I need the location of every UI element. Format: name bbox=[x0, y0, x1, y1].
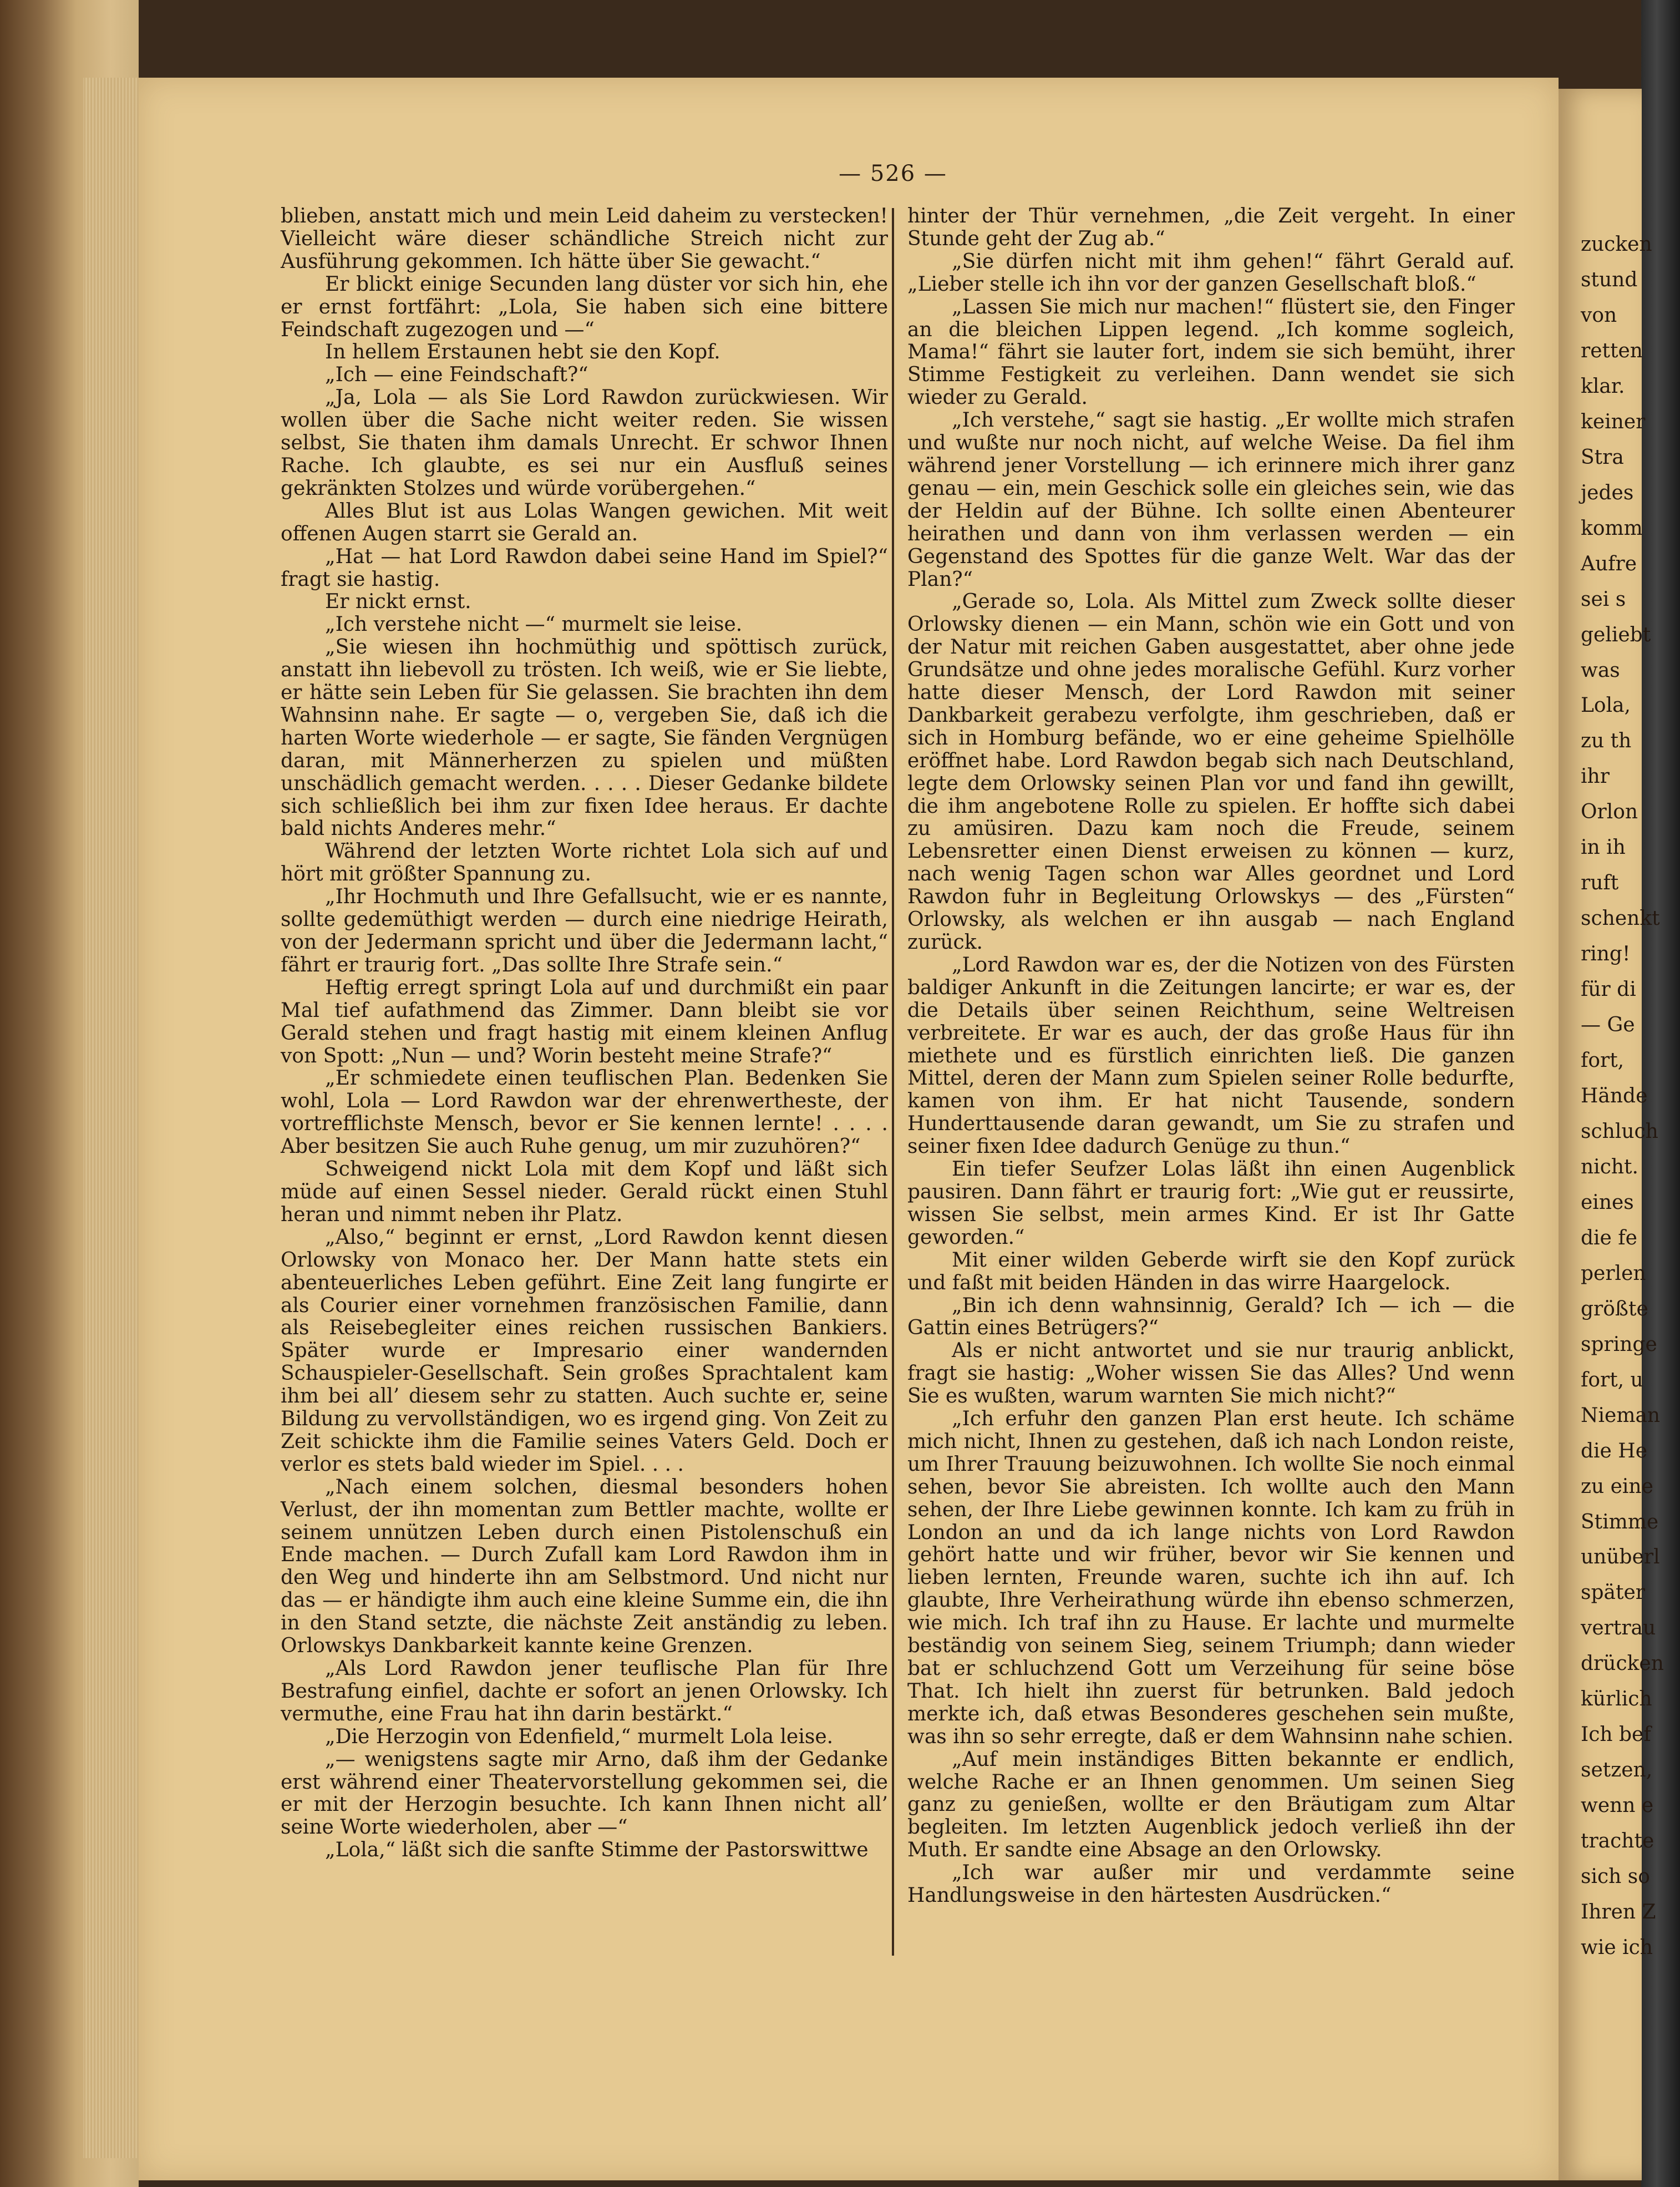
paragraph: „Er schmiedete einen teuflischen Plan. Bedenken Sie wohl, Lola — Lord Rawdon war der ehrenwertheste, der vortrefflichste Mensch, bevor er Sie kennen lernte! . . . . Aber besitzen Sie auch Ruhe genug, um mir zuzuhören?“ bbox=[281, 1067, 888, 1158]
text-column-left bbox=[281, 205, 888, 1862]
next-page-text-fragment: zu th bbox=[1581, 730, 1632, 753]
paragraph: „Die Herzogin von Edenfield,“ murmelt Lola leise. bbox=[325, 1725, 834, 1748]
next-page-text-fragment: Stra bbox=[1581, 446, 1624, 469]
page-stack bbox=[83, 78, 144, 2158]
paragraph: „Sie dürfen nicht mit ihm gehen!“ fährt Gerald auf. „Lieber stelle ich ihn vor der ganzen Gesellschaft bloß.“ bbox=[907, 250, 1515, 296]
paragraph: „Ich — eine Feindschaft?“ bbox=[325, 363, 588, 387]
next-page-text-fragment: jedes bbox=[1581, 481, 1634, 504]
next-page-text-fragment: ruft bbox=[1581, 872, 1619, 895]
next-page-text-fragment: Ihren Z bbox=[1581, 1901, 1656, 1924]
next-page-text-fragment: geliebt bbox=[1581, 623, 1651, 646]
next-page-text-fragment: Nieman bbox=[1581, 1404, 1661, 1427]
page-number: — 526 — bbox=[839, 161, 947, 186]
next-page-text-fragment: in ih bbox=[1581, 836, 1626, 859]
next-page-text-fragment: — Ge bbox=[1581, 1014, 1635, 1037]
paragraph: Alles Blut ist aus Lolas Wangen gewichen. Mit weit offenen Augen starrt sie Gerald an. bbox=[281, 499, 888, 545]
next-page-fragment bbox=[1559, 89, 1664, 2180]
paragraph: „Bin ich denn wahnsinnig, Gerald? Ich — ich — die Gattin eines Betrügers?“ bbox=[907, 1294, 1515, 1340]
paragraph: Schweigend nickt Lola mit dem Kopf und läßt sich müde auf einen Sessel nieder. Gerald rückt einen Stuhl heran und nimmt neben ihr Platz. bbox=[281, 1158, 888, 1226]
paragraph: „Hat — hat Lord Rawdon dabei seine Hand im Spiel?“ fragt sie hastig. bbox=[281, 545, 888, 591]
next-page-text-fragment: vertrau bbox=[1581, 1617, 1656, 1640]
next-page-text-fragment: größte bbox=[1581, 1297, 1648, 1320]
next-page-text-fragment: sei s bbox=[1581, 588, 1626, 611]
paragraph: „Sie wiesen ihn hochmüthig und spöttisch zurück, anstatt ihn liebevoll zu trösten. Ich weiß, wie er Sie liebte, er hätte sein Leben für Sie gelassen. Sie brachten ihn dem Wahnsinn nahe. Er sagte — o, vergeben Sie, daß ich die harten Worte wiederhole — er sagte, Sie fänden Vergnügen daran, mit Männerherzen zu spielen und müßten unschädlich gemacht werden. . . . . Dieser Gedanke bildete sich schließlich bei ihm zur fixen Idee heraus. Er dachte bald nichts Anderes mehr.“ bbox=[281, 636, 888, 841]
paragraph: blieben, anstatt mich und mein Leid daheim zu verstecken! Vielleicht wäre dieser schändliche Streich nicht zur Ausführung gekommen. Ich hätte über Sie gewacht.“ bbox=[281, 205, 888, 273]
next-page-text-fragment: kürlich bbox=[1581, 1688, 1652, 1711]
paragraph: „Also,“ beginnt er ernst, „Lord Rawdon kennt diesen Orlowsky von Monaco her. Der Mann hatte stets ein abenteuerliches Leben geführt. Eine Zeit lang fungirte er als Courier einer vornehmen französischen Familie, dann als Reisebegleiter eines reichen russischen Bankiers. Später wurde er Impresario einer wandernden Schauspieler-Gesellschaft. Sein großes Sprachtalent kam ihm bei all’ diesem sehr zu statten. Auch suchte er, seine Bildung zu vervollständigen, wo es irgend ging. Von Zeit zu Zeit schickte ihm die Familie seines Vaters Geld. Doch er verlor es stets bald wieder im Spiel. . . . bbox=[281, 1226, 888, 1476]
next-page-text-fragment: fort, bbox=[1581, 1049, 1625, 1072]
next-page-text-fragment: komm bbox=[1581, 517, 1643, 540]
next-page-text-fragment: Ich bef bbox=[1581, 1723, 1651, 1746]
paragraph: „Gerade so, Lola. Als Mittel zum Zweck sollte dieser Orlowsky dienen — ein Mann, schön wie ein Gott und von der Natur mit reichen Gaben ausgestattet, aber ohne jede Grundsätze und ohne jedes moralische Gefühl. Kurz vorher hatte dieser Mensch, der Lord Rawdon mit seiner Dankbarkeit gerabezu verfolgte, ihm geschrieben, daß er sich in Homburg befände, wo er eine geheime Spielhölle eröffnet habe. Lord Rawdon begab sich nach Deutschland, legte dem Orlowsky seinen Plan vor und fand ihn gewillt, die ihm angebotene Rolle zu spielen. Er hoffte sich dabei zu amüsiren. Dazu kam noch die Freude, seinem Lebensretter einen Dienst erweisen zu können — kurz, nach wenig Tagen schon war Alles geordnet und Lord Rawdon fuhr in Begleitung Orlowskys — des „Fürsten“ Orlowsky, als welchen er ihn ausgab — nach England zurück. bbox=[907, 590, 1515, 954]
next-page-text-fragment: was bbox=[1581, 659, 1620, 682]
paragraph: „Auf mein inständiges Bitten bekannte er endlich, welche Rache er an Ihnen genommen. Um seinen Sieg ganz zu genießen, wollte er den Bräutigam zum Altar begleiten. Im letzten Augenblick jedoch verließ ihn der Muth. Er sandte eine Absage an den Orlowsky. bbox=[907, 1748, 1515, 1862]
paragraph: Als er nicht antwortet und sie nur traurig anblickt, fragt sie hastig: „Woher wissen Sie das Alles? Und wenn Sie es wußten, warum warnten Sie mich nicht?“ bbox=[907, 1339, 1515, 1408]
next-page-text-fragment: zu eine bbox=[1581, 1475, 1653, 1498]
paragraph: Ein tiefer Seufzer Lolas läßt ihn einen Augenblick pausiren. Dann fährt er traurig fort: „Wie gut er reussirte, wissen Sie selbst, mein armes Kind. Er ist Ihr Gatte geworden.“ bbox=[907, 1158, 1515, 1249]
paragraph: „Ich verstehe nicht —“ murmelt sie leise. bbox=[325, 613, 743, 636]
next-page-text-fragment: schluch bbox=[1581, 1120, 1658, 1143]
next-page-text-fragment: trachte bbox=[1581, 1830, 1654, 1853]
paragraph: „Als Lord Rawdon jener teuflische Plan für Ihre Bestrafung einfiel, dachte er sofort an jenen Orlowsky. Ich vermuthe, eine Frau hat ihn darin bestärkt.“ bbox=[281, 1657, 888, 1725]
paragraph: In hellem Erstaunen hebt sie den Kopf. bbox=[325, 341, 720, 364]
next-page-text-fragment: Aufre bbox=[1581, 552, 1637, 575]
column-divider bbox=[892, 208, 894, 1956]
next-page-text-fragment: keiner bbox=[1581, 410, 1646, 433]
next-page-text-fragment: ihr bbox=[1581, 765, 1610, 788]
paragraph: Er nickt ernst. bbox=[325, 590, 471, 614]
paragraph: hinter der Thür vernehmen, „die Zeit vergeht. In einer Stunde geht der Zug ab.“ bbox=[907, 205, 1515, 250]
paragraph: „Nach einem solchen, diesmal besonders hohen Verlust, der ihn momentan zum Bettler machte, wollte er seinem unnützen Leben durch einen Pistolenschuß ein Ende machen. — Durch Zufall kam Lord Rawdon ihm in den Weg und hinderte ihn am Selbstmord. Und nicht nur das — er händigte ihm auch eine kleine Summe ein, die ihn in den Stand setzte, die nächste Zeit anständig zu leben. Orlowskys Dankbarkeit kannte keine Grenzen. bbox=[281, 1475, 888, 1658]
paragraph: „Lord Rawdon war es, der die Notizen von des Fürsten baldiger Ankunft in die Zeitungen lancirte; er war es, der die Details über seinen Reichthum, seine Weltreisen verbreitete. Er war es auch, der das große Haus für ihn miethete und es fürstlich einrichten ließ. Die ganzen Mittel, deren der Mann zum Spielen seiner Rolle bedurfte, kamen von ihm. Er hat nicht Tausende, sondern Hunderttausende daran gewandt, um Sie zu strafen und seiner fixen Idee dadurch Genüge zu thun.“ bbox=[907, 953, 1515, 1158]
next-page-text-fragment: ring! bbox=[1581, 943, 1631, 966]
next-page-text-fragment: retten bbox=[1581, 339, 1643, 362]
next-page-text-fragment: für di bbox=[1581, 978, 1636, 1001]
paragraph: „Ich verstehe,“ sagt sie hastig. „Er wollte mich strafen und wußte nur noch nicht, auf welche Weise. Da fiel ihm während jener Vorstellung — ich erinnere mich ihrer ganz genau — ein, mein Geschick solle ein gleiches sein, wie das der Heldin auf der Bühne. Ich sollte einen Abenteurer heirathen und dann von ihm verlassen werden — ein Gegenstand des Spottes für die ganze Welt. War das der Plan?“ bbox=[907, 409, 1515, 591]
next-page-text-fragment: die He bbox=[1581, 1439, 1648, 1462]
next-page-text-fragment: drücken bbox=[1581, 1652, 1664, 1675]
next-page-text-fragment: nicht. bbox=[1581, 1155, 1638, 1178]
paragraph: „Lola,“ läßt sich die sanfte Stimme der Pastorswittwe bbox=[325, 1839, 869, 1862]
next-page-text-fragment: Lola, bbox=[1581, 694, 1631, 717]
paragraph: „Ich war außer mir und verdammte seine Handlungsweise in den härtesten Ausdrücken.“ bbox=[907, 1861, 1515, 1907]
next-page-text-fragment: von bbox=[1581, 303, 1617, 327]
next-page-text-fragment: schenkt bbox=[1581, 907, 1660, 930]
next-page-text-fragment: setzen, bbox=[1581, 1759, 1653, 1782]
next-page-text-fragment: klar. bbox=[1581, 374, 1625, 398]
paragraph: Mit einer wilden Geberde wirft sie den Kopf zurück und faßt mit beiden Händen in das wirre Haargelock. bbox=[907, 1248, 1515, 1294]
paragraph: „Lassen Sie mich nur machen!“ flüstert sie, den Finger an die bleichen Lippen legend. „Ich komme sogleich, Mama!“ fährt sie lauter fort, indem sie sich bemüht, ihrer Stimme Festigkeit zu verleihen. Dann wendet sie sich wieder zu Gerald. bbox=[907, 295, 1515, 409]
paragraph: Er blickt einige Secunden lang düster vor sich hin, ehe er ernst fortfährt: „Lola, Sie haben sich eine bittere Feindschaft zugezogen und —“ bbox=[281, 272, 888, 341]
paragraph: „Ihr Hochmuth und Ihre Gefallsucht, wie er es nannte, sollte gedemüthigt werden — durch eine niedrige Heirath, von der Jedermann spricht und über die Jedermann lacht,“ fährt er traurig fort. „Das sollte Ihre Strafe sein.“ bbox=[281, 885, 888, 976]
next-page-text-fragment: fort, u bbox=[1581, 1368, 1643, 1391]
next-page-text-fragment: springe bbox=[1581, 1333, 1657, 1356]
next-page-text-fragment: zucken bbox=[1581, 233, 1652, 256]
next-page-text-fragment: wie ich bbox=[1581, 1936, 1653, 1959]
next-page-text-fragment: sich so bbox=[1581, 1865, 1650, 1889]
paragraph: „— wenigstens sagte mir Arno, daß ihm der Gedanke erst während einer Theatervorstellung gekommen sei, die er mit der Herzogin besuchte. Ich kann Ihnen nicht all’ seine Worte wiederholen, aber —“ bbox=[281, 1748, 888, 1839]
next-page-text-fragment: stund bbox=[1581, 268, 1638, 291]
paragraph: Während der letzten Worte richtet Lola sich auf und hört mit größter Spannung zu. bbox=[281, 840, 888, 886]
next-page-text-fragment: eines bbox=[1581, 1191, 1634, 1214]
paragraph: Heftig erregt springt Lola auf und durchmißt ein paar Mal tief aufathmend das Zimmer. Dann bleibt sie vor Gerald stehen und fragt hastig mit einem kleinen Anflug von Spott: „Nun — und? Worin besteht meine Strafe?“ bbox=[281, 976, 888, 1067]
text-column-right bbox=[907, 205, 1515, 1907]
paragraph: „Ich erfuhr den ganzen Plan erst heute. Ich schäme mich nicht, Ihnen zu gestehen, daß ich nach London reiste, um Ihrer Trauung beizuwohnen. Ich wollte Sie noch einmal sehen, bevor Sie abreisten. Ich wollte auch den Mann sehen, der Ihre Liebe gewinnen konnte. Ich kam zu früh in London an und da ich lange nichts von Lord Rawdon gehört hatte und wir früher, bevor wir Sie kennen und lieben lernten, Freunde waren, suchte ich ihn auf. Ich glaubte, Ihre Verheirathung würde ihn ebenso schmerzen, wie mich. Ich traf ihn zu Hause. Er lachte und murmelte beständig von seinem Sieg, seinem Triumph; dann wieder bat er schluchzend Gott um Verzeihung für seine böse That. Ich hielt ihn zuerst für betrunken. Bald jedoch merkte ich, daß etwas Besonderes geschehen sein mußte, was ihn so sehr erregte, daß er dem Wahnsinn nahe schien. bbox=[907, 1408, 1515, 1748]
next-page-text-fragment: Hände bbox=[1581, 1085, 1648, 1107]
next-page-text-fragment: unüberl bbox=[1581, 1546, 1660, 1569]
next-page-text-fragment: perlen bbox=[1581, 1262, 1646, 1285]
paragraph: „Ja, Lola — als Sie Lord Rawdon zurückwiesen. Wir wollen über die Sache nicht weiter reden. Sie wissen selbst, Sie thaten ihm damals Unrecht. Er schwor Ihnen Rache. Ich glaubte, es sei nur ein Ausfluß seines gekränkten Stolzes und würde vorübergehen.“ bbox=[281, 386, 888, 500]
next-page-text-fragment: Orlon bbox=[1581, 801, 1638, 824]
next-page-text-fragment: später bbox=[1581, 1581, 1645, 1604]
next-page-text-fragment: Stimme bbox=[1581, 1510, 1659, 1533]
next-page-text-fragment: wenn e bbox=[1581, 1794, 1654, 1818]
next-page-text-fragment: die fe bbox=[1581, 1226, 1637, 1249]
